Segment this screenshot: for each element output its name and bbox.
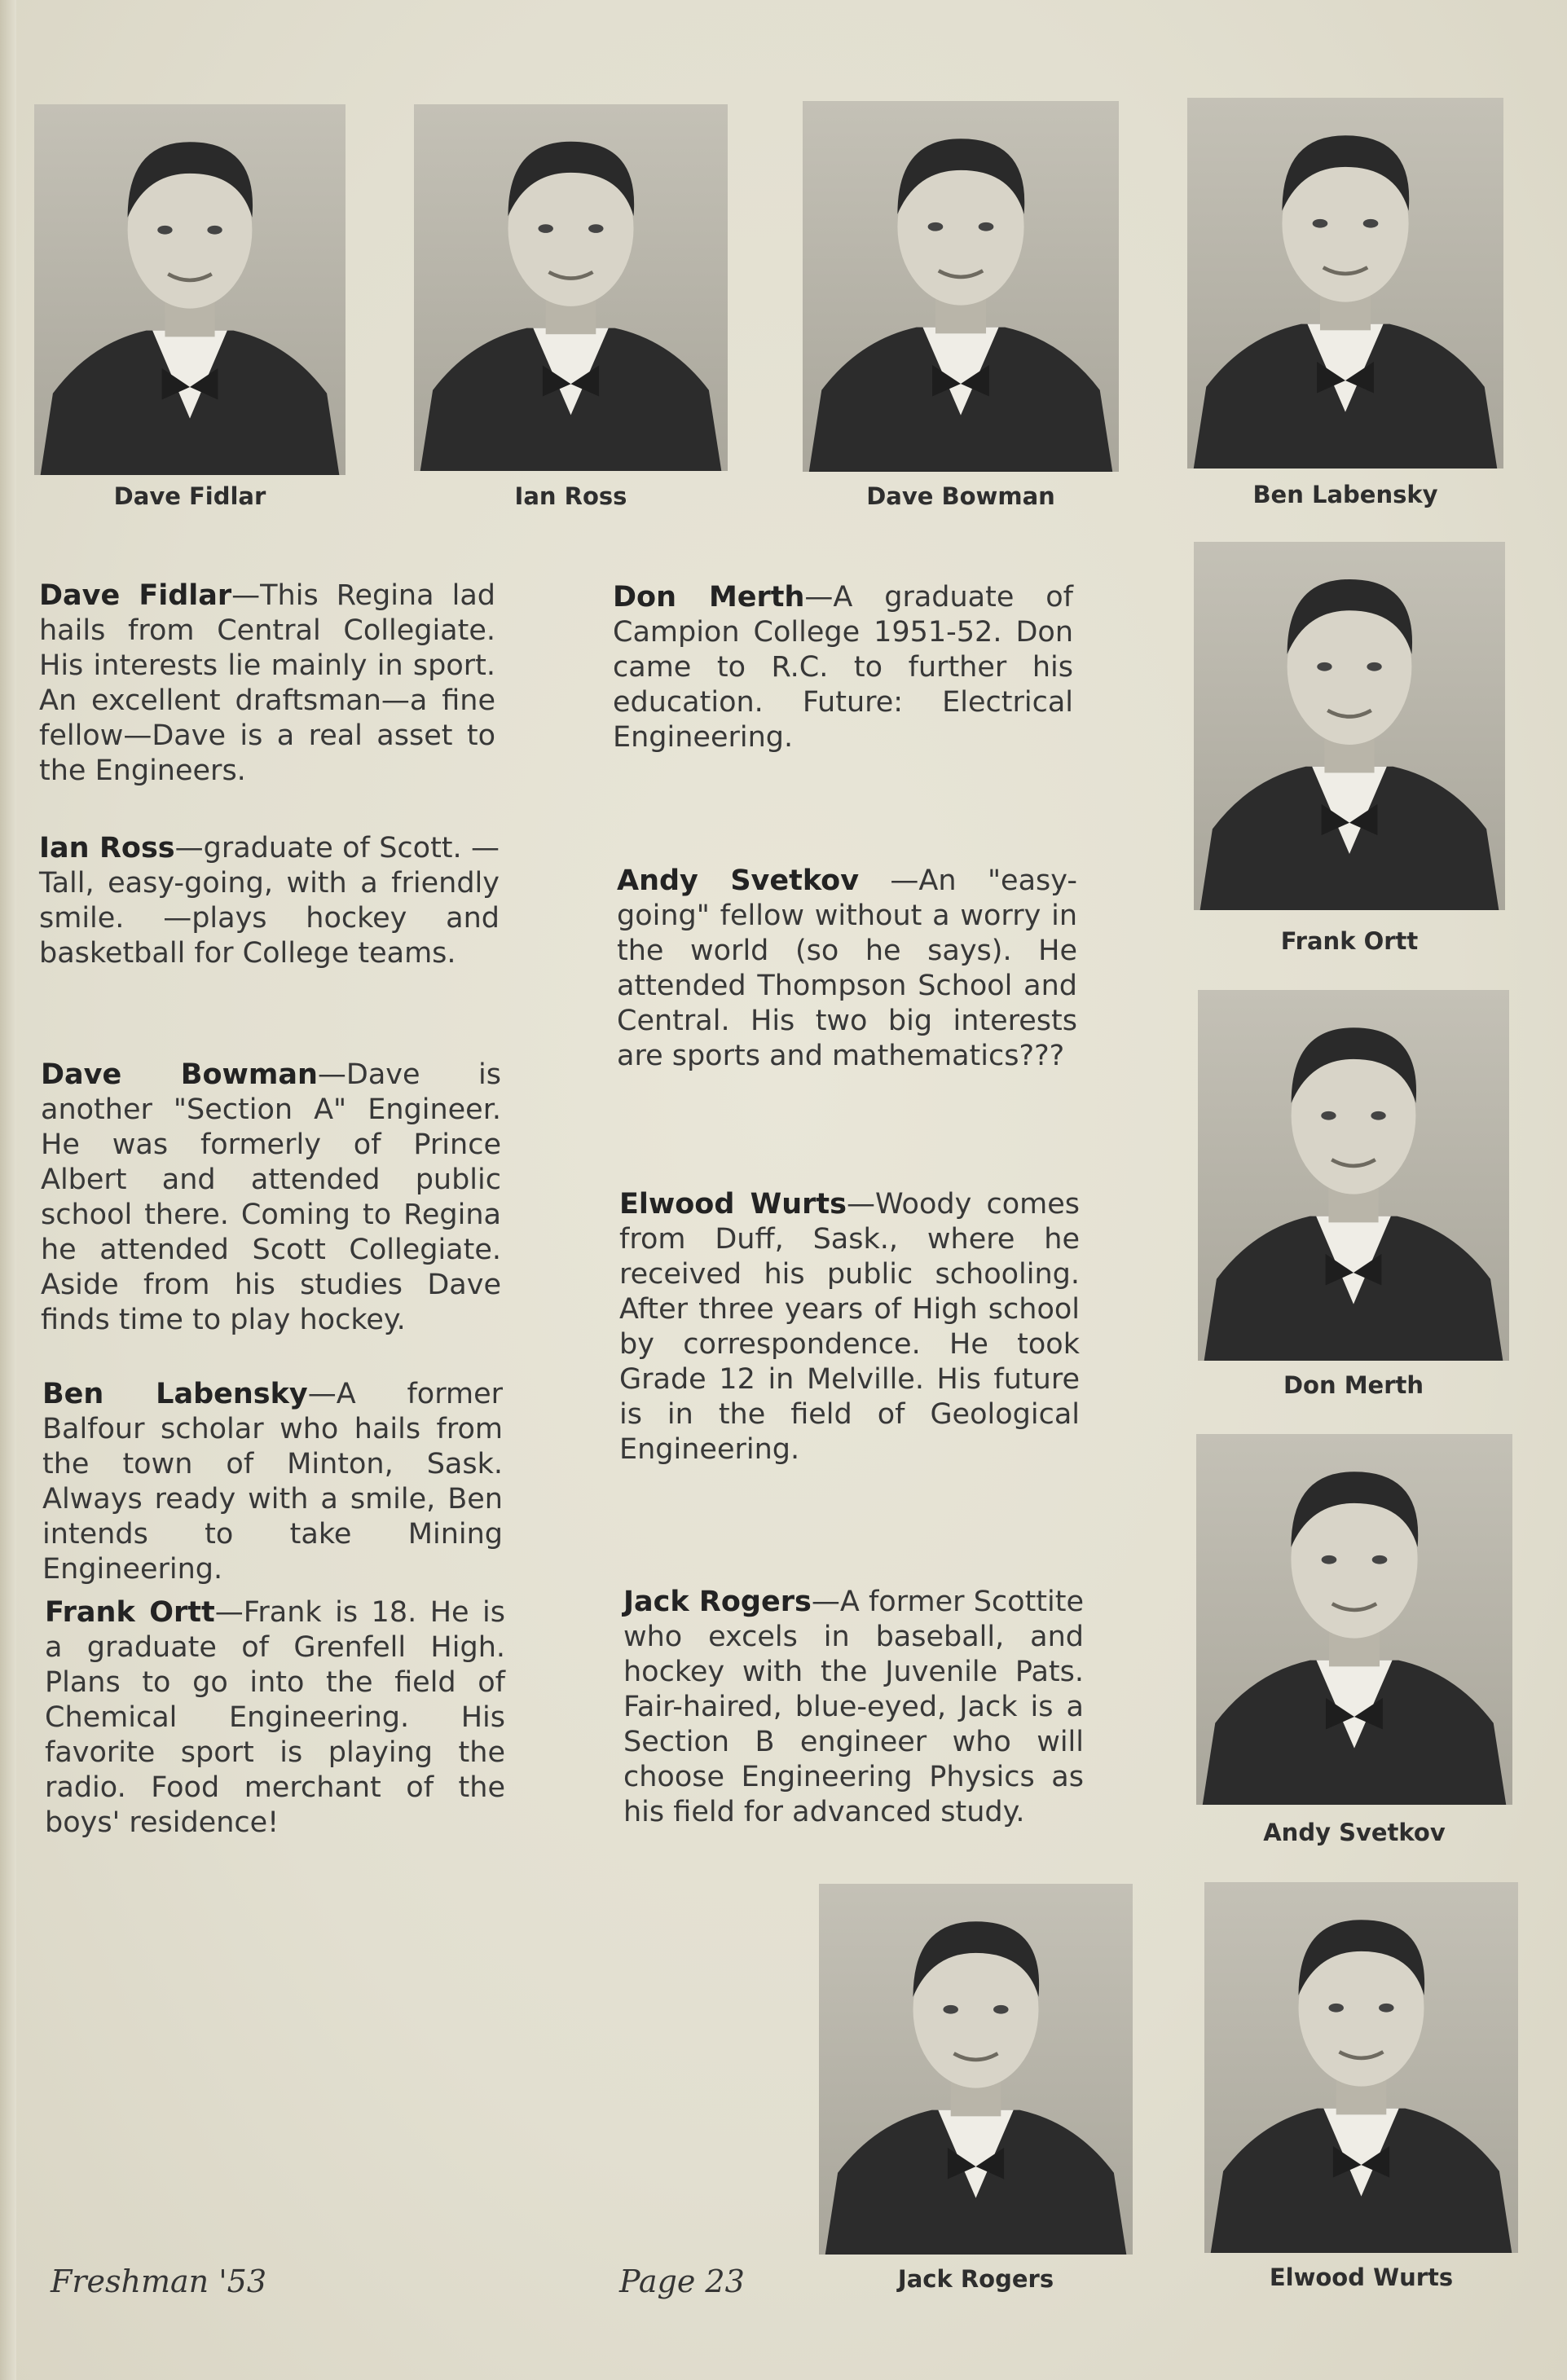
caption-elwood-wurts: Elwood Wurts [1269,2263,1454,2291]
caption-dave-bowman: Dave Bowman [866,482,1055,510]
bio-name: Elwood Wurts [619,1188,847,1221]
bio-frank-ortt [45,1595,505,1841]
bio-don-merth [613,580,1073,755]
bio-text: —Dave is another "Section A" Engineer. He was formerly of Prince Albert and attended public school there. Coming to Regina he attended Scott Collegiate. Aside from his studies Dave finds time to play hockey. [41,1058,501,1336]
caption-ian-ross: Ian Ross [514,482,627,510]
footer-publication: Freshman '53 [51,2263,267,2299]
portrait-silhouette [1204,1882,1518,2253]
bio-andy-svetkov [617,864,1077,1074]
portrait-jack-rogers [819,1884,1133,2255]
bio-name: Dave Bowman [41,1058,318,1091]
bio-ian-ross [39,831,500,971]
bio-text: —graduate of Scott. —Tall, easy-going, with a friendly smile. —plays hockey and basketball for College teams. [39,832,500,970]
bio-name: Ben Labensky [42,1378,308,1410]
page-number: Page 23 [619,2263,745,2299]
bio-name: Andy Svetkov [617,864,860,897]
bio-name: Frank Ortt [45,1596,215,1629]
portrait-ben-labensky [1187,98,1503,469]
bio-text: —This Regina lad hails from Central Collegiate. His interests lie mainly in sport. An excellent draftsman—a fine fellow—Dave is a real asset to the Engineers. [39,579,495,787]
caption-dave-fidlar: Dave Fidlar [113,482,266,510]
portrait-silhouette [1187,98,1503,469]
caption-don-merth: Don Merth [1283,1371,1424,1399]
portrait-silhouette [803,101,1119,472]
bio-elwood-wurts [619,1187,1080,1467]
portrait-ian-ross [414,104,728,471]
bio-text: —Woody comes from Duff, Sask., where he received his public schooling. After three years of High school by correspondence. He took Grade 12 in Melville. His future is in the field of Geological Engineering. [619,1188,1080,1466]
portrait-silhouette [1194,542,1505,910]
bio-dave-bowman [41,1058,501,1338]
caption-jack-rogers: Jack Rogers [897,2265,1054,2293]
portrait-silhouette [819,1884,1133,2255]
bio-name: Jack Rogers [623,1586,812,1618]
caption-andy-svetkov: Andy Svetkov [1263,1819,1446,1846]
portrait-silhouette [414,104,728,471]
portrait-don-merth [1198,990,1509,1361]
bio-name: Ian Ross [39,832,175,864]
bio-jack-rogers [623,1585,1084,1830]
portrait-dave-bowman [803,101,1119,472]
page-gutter-shadow [0,0,16,2380]
bio-text: —A graduate of Campion College 1951-52. Don came to R.C. to further his education. Future: Electrical Engineering. [613,581,1073,754]
bio-name: Dave Fidlar [39,579,232,612]
bio-name: Don Merth [613,581,805,614]
portrait-andy-svetkov [1196,1434,1512,1805]
caption-frank-ortt: Frank Ortt [1280,927,1419,955]
portrait-frank-ortt [1194,542,1505,910]
caption-ben-labensky: Ben Labensky [1252,481,1438,508]
portrait-dave-fidlar [34,104,346,475]
bio-text: —A former Scottite who excels in baseball, and hockey with the Juvenile Pats. Fair-haired, blue-eyed, Jack is a Section B engineer who will choose Engineering Physics as his field for advanced study. [623,1586,1084,1828]
bio-ben-labensky [42,1377,503,1587]
portrait-silhouette [1196,1434,1512,1805]
portrait-silhouette [34,104,346,475]
bio-dave-fidlar [39,579,495,789]
bio-text: —An "easy-going" fellow without a worry in the world (so he says). He attended Thompson School and Central. His two big interests are sports and mathematics??? [617,864,1078,1072]
portrait-elwood-wurts [1204,1882,1518,2253]
bio-text: —Frank is 18. He is a graduate of Grenfell High. Plans to go into the field of Chemical Engineering. His favorite sport is playing the radio. Food merchant of the boys' residence! [45,1596,505,1839]
portrait-silhouette [1198,990,1509,1361]
bio-text: —A former Balfour scholar who hails from the town of Minton, Sask. Always ready with a smile, Ben intends to take Mining Engineering. [42,1378,503,1586]
